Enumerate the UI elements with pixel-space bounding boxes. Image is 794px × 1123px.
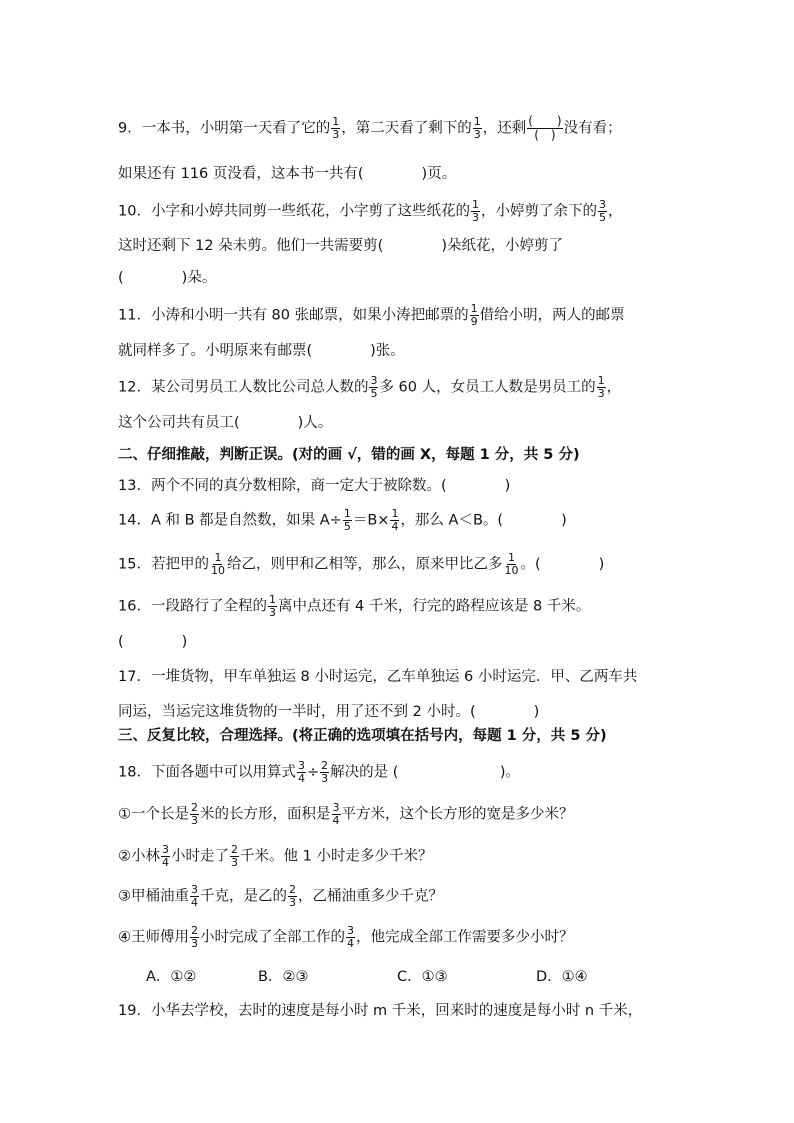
numerator: 3 <box>598 198 606 211</box>
denominator: 4 <box>332 814 340 827</box>
q10-text: ，小婷剪了余下的 <box>480 203 597 220</box>
q9-text: ，第二天看了剩下的 <box>341 120 472 137</box>
q9-line1 <box>118 115 676 142</box>
q15-line <box>118 552 676 577</box>
numerator: 1 <box>268 593 276 606</box>
numerator: 3 <box>370 374 378 387</box>
option-text: 小时走了 <box>171 848 229 865</box>
q11-line1 <box>118 303 676 328</box>
fraction <box>288 884 297 909</box>
fraction <box>346 925 355 950</box>
denominator: 3 <box>231 856 238 869</box>
denominator: 4 <box>162 856 169 869</box>
fraction <box>268 594 277 619</box>
q12-text: 12．某公司男员工人数比公司总人数的 <box>118 379 369 396</box>
numerator: 1 <box>507 551 515 564</box>
denominator: 3 <box>289 896 296 909</box>
q11-line2: 就同样多了。小明原来有邮票( )张。 <box>118 343 405 359</box>
fraction <box>230 844 239 869</box>
denominator: 4 <box>391 520 399 533</box>
q18-option-1 <box>118 802 676 827</box>
option-text: ④王师傅用 <box>118 929 189 946</box>
choice-b[interactable]: B．②③ <box>258 969 309 985</box>
denominator: 5 <box>598 211 606 224</box>
numerator: 2 <box>191 801 198 814</box>
numerator: 3 <box>191 883 198 896</box>
q18-option-3 <box>118 884 676 909</box>
numerator: 1 <box>471 198 479 211</box>
denominator: 4 <box>347 937 354 950</box>
q18-option-4 <box>118 925 676 950</box>
q14-text: ＝B× <box>352 512 390 529</box>
fraction <box>161 844 170 869</box>
option-text: ，他完成全部工作需要多少小时？ <box>356 929 574 946</box>
q9-text: 没有看； <box>563 120 622 137</box>
numerator: 1 <box>470 302 478 315</box>
q19-line: 19．小华去学校，去时的速度是每小时 m 千米，回来时的速度是每小时 n 千米， <box>118 1003 643 1019</box>
denominator: 3 <box>191 937 198 950</box>
denominator: 3 <box>597 387 605 400</box>
q11-text: 借给小明，两人的邮票 <box>479 307 625 324</box>
denominator: 3 <box>191 814 198 827</box>
q18-line <box>118 760 676 785</box>
q12-line1 <box>118 375 676 400</box>
denominator: 4 <box>297 772 305 785</box>
fraction <box>597 375 606 400</box>
q17-line2: 同运，当运完这堆货物的一半时，用了还不到 2 小时。( ) <box>118 704 540 720</box>
q14-text: 14．A 和 B 都是自然数，如果 A÷ <box>118 512 342 529</box>
q9-text: 9．一本书，小明第一天看了它的 <box>118 120 331 137</box>
fraction <box>210 552 226 577</box>
numerator: 3 <box>162 843 169 856</box>
q15-text: 。( ) <box>520 556 605 573</box>
q10-line2: 这时还剩下 12 朵未剪。他们一共需要剪( )朵纸花，小婷剪了 <box>118 238 563 254</box>
fraction <box>332 802 341 827</box>
q17-line1: 17．一堆货物，甲车单独运 8 小时运完，乙车单独运 6 小时运完．甲、乙两车共 <box>118 669 638 685</box>
q11-text: 11．小涛和小明一共有 80 张邮票，如果小涛把邮票的 <box>118 307 469 324</box>
option-text: ③甲桶油重 <box>118 888 189 905</box>
numerator: 2 <box>231 843 238 856</box>
denominator-blank: ( ) <box>534 128 556 142</box>
denominator: 4 <box>191 896 198 909</box>
numerator: 2 <box>191 924 198 937</box>
fraction <box>190 925 199 950</box>
option-text: 米的长方形，面积是 <box>200 806 331 823</box>
option-text: ②小林 <box>118 848 160 865</box>
q10-text: ， <box>607 203 623 220</box>
q9-line2: 如果还有 116 页没看，这本书一共有( )页。 <box>118 166 457 182</box>
denominator: 3 <box>473 128 481 141</box>
choice-a[interactable]: A．①② <box>146 969 197 985</box>
numerator: 2 <box>321 759 329 772</box>
q16-text: 离中点还有 4 千米，行完的路程应该是 8 千米。 <box>277 598 591 615</box>
fraction <box>320 760 329 785</box>
q16-line1 <box>118 594 676 619</box>
option-text: 小时完成了全部工作的 <box>200 929 345 946</box>
divide-sign: ÷ <box>306 764 320 781</box>
option-text: ①一个长是 <box>118 806 189 823</box>
q18-option-2 <box>118 844 676 869</box>
fraction <box>369 375 378 400</box>
option-text: ，乙桶油重多少千克？ <box>298 888 443 905</box>
q12-line2: 这个公司共有员工( )人。 <box>118 415 333 431</box>
q10-text: 10．小字和小婷共同剪一些纸花，小字剪了这些纸花的 <box>118 203 470 220</box>
fraction <box>297 760 306 785</box>
denominator: 3 <box>321 772 329 785</box>
fraction <box>473 116 482 141</box>
numerator: 2 <box>289 883 296 896</box>
fraction <box>190 884 199 909</box>
numerator: 1 <box>391 507 399 520</box>
numerator: 1 <box>473 115 481 128</box>
q14-line <box>118 508 676 533</box>
denominator: 5 <box>343 520 351 533</box>
q12-text: 多 60 人，女员工人数是男员工的 <box>379 379 596 396</box>
answer-fraction-blank[interactable] <box>527 115 562 142</box>
numerator: 1 <box>597 374 605 387</box>
q16-line2: ( ) <box>118 634 188 650</box>
fraction <box>503 552 519 577</box>
choice-d[interactable]: D．①④ <box>536 969 588 985</box>
q10-line1 <box>118 199 676 224</box>
q16-text: 16．一段路行了全程的 <box>118 598 267 615</box>
q18-text: 18．下面各题中可以用算式 <box>118 764 296 781</box>
fraction <box>343 508 352 533</box>
numerator-blank: ( ) <box>528 114 562 128</box>
numerator: 3 <box>347 924 354 937</box>
q15-text: 给乙，则甲和乙相等，那么，原来甲比乙多 <box>226 556 503 573</box>
numerator: 3 <box>332 801 340 814</box>
q13-line: 13．两个不同的真分数相除，商一定大于被除数。( ) <box>118 478 511 494</box>
option-text: 千米。他 1 小时走多少千米？ <box>240 848 433 865</box>
fraction <box>390 508 399 533</box>
numerator: 1 <box>332 115 340 128</box>
fraction <box>598 199 607 224</box>
numerator: 1 <box>214 551 222 564</box>
fraction <box>471 199 480 224</box>
denominator: 9 <box>470 315 478 328</box>
fraction <box>331 116 340 141</box>
q10-line3: ( )朵。 <box>118 270 217 286</box>
fraction <box>470 303 479 328</box>
q18-choices <box>146 965 676 989</box>
q18-text: 解决的是 ( )。 <box>330 764 521 781</box>
section-3-heading: 三、反复比较，合理选择。(将正确的选项填在括号内，每题 1 分，共 5 分) <box>118 728 607 744</box>
choice-c[interactable]: C．①③ <box>397 969 448 985</box>
q12-text: ， <box>606 379 622 396</box>
denominator: 10 <box>210 564 225 577</box>
denominator: 5 <box>370 387 378 400</box>
option-text: 平方米，这个长方形的宽是多少米？ <box>341 806 574 823</box>
section-2-heading: 二、仔细推敲，判断正误。(对的画 √，错的画 X，每题 1 分，共 5 分) <box>118 447 580 463</box>
option-text: 千克，是乙的 <box>200 888 287 905</box>
q14-text: ，那么 A＜B。( ) <box>400 512 567 529</box>
q15-text: 15．若把甲的 <box>118 556 209 573</box>
numerator: 3 <box>297 759 305 772</box>
numerator: 1 <box>343 507 351 520</box>
fraction <box>190 802 199 827</box>
q9-text: ，还剩 <box>482 120 527 137</box>
denominator: 10 <box>504 564 519 577</box>
denominator: 3 <box>471 211 479 224</box>
denominator: 3 <box>332 128 340 141</box>
denominator: 3 <box>268 606 276 619</box>
